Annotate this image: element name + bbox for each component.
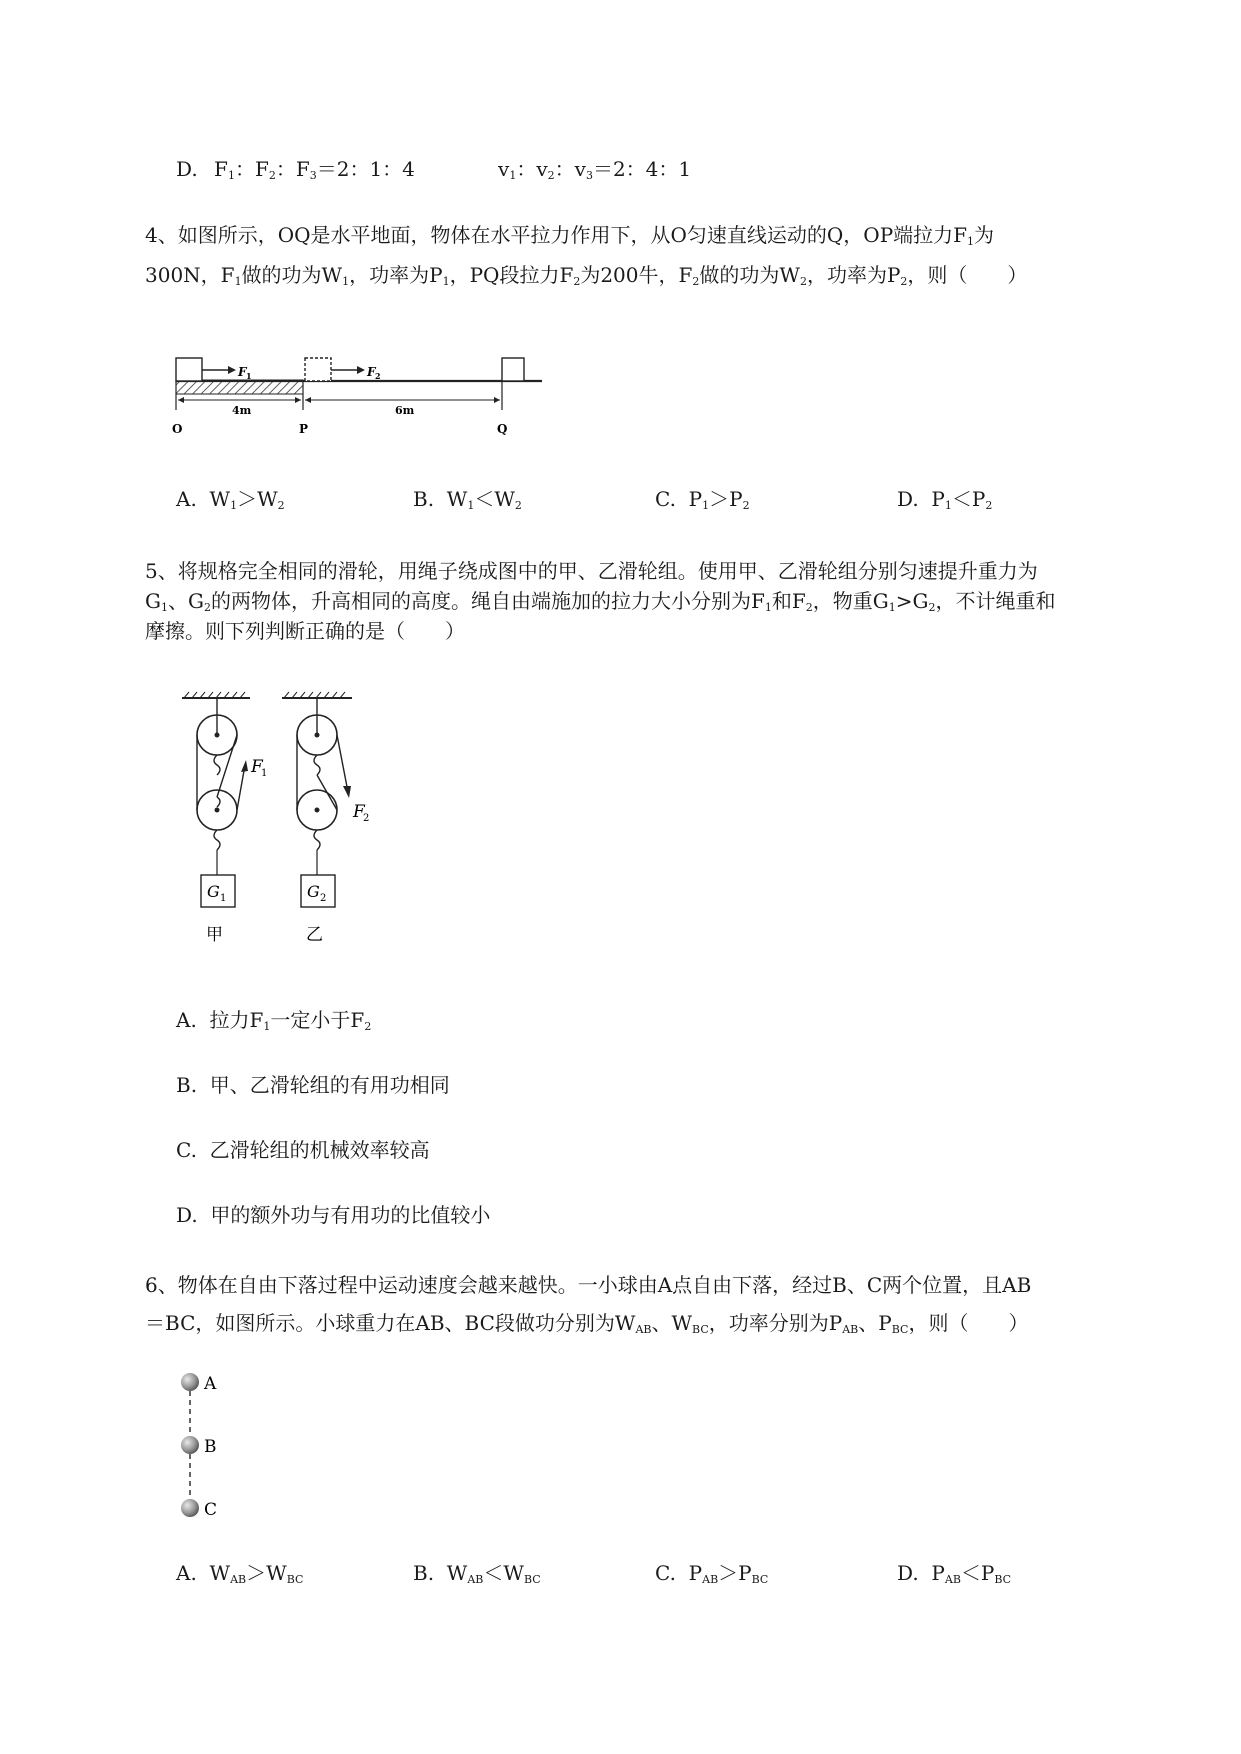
svg-text:1: 1 — [220, 893, 227, 904]
q5-figure — [170, 690, 390, 974]
q5-option-a[interactable]: A. 拉力$F_1$一定小于$F_2$ — [176, 1008, 372, 1033]
ball-b — [181, 1436, 199, 1454]
label-f1: F — [238, 365, 247, 379]
label-f1: F — [251, 757, 263, 777]
q3-option-d[interactable] — [176, 154, 415, 184]
ball-c — [181, 1499, 199, 1517]
label-yi: 乙 — [306, 925, 323, 945]
force-ratio: $F_1$：$F_2$：$F_3=2$：1：4 — [214, 157, 415, 182]
svg-text:2: 2 — [375, 371, 381, 381]
block-p — [305, 358, 331, 381]
label-c: C — [204, 1500, 218, 1520]
q6-option-d[interactable]: D. $P_{AB}<P_{BC}$ — [897, 1561, 1012, 1586]
q4-figure — [170, 348, 550, 462]
label-f2: F — [353, 802, 365, 822]
svg-text:2: 2 — [363, 813, 370, 824]
svg-text:2: 2 — [320, 893, 327, 904]
q4-option-c[interactable]: C. $P_1>P_2$ — [655, 487, 750, 512]
ball-a — [181, 1373, 199, 1391]
svg-text:1: 1 — [246, 371, 252, 381]
q4-option-b[interactable]: B. $W_1<W_2$ — [413, 487, 522, 512]
label-a: A — [204, 1374, 217, 1394]
q6-stem-line1: 6、物体在自由下落过程中运动速度会越来越快。一小球由A点自由下落，经过B、C两个位置，且AB — [145, 1273, 1032, 1297]
q5-option-c[interactable]: C. 乙滑轮组的机械效率较高 — [176, 1138, 430, 1162]
q5-stem-line1: 5、将规格完全相同的滑轮，用绳子绕成图中的甲、乙滑轮组。使用甲、乙滑轮组分别匀速提升重力为 — [145, 559, 1038, 583]
rough-section — [176, 380, 303, 394]
q4-option-d[interactable]: D. $P_1<P_2$ — [897, 487, 993, 512]
q3-option-d-speeds: $v_1$：$v_2$：$v_3=2$：4：1 — [498, 157, 692, 182]
svg-text:1: 1 — [261, 768, 268, 779]
arrow-f2-head — [343, 786, 351, 798]
q5-option-b[interactable]: B. 甲、乙滑轮组的有用功相同 — [176, 1073, 450, 1097]
q5-stem-line3: 摩擦。则下列判断正确的是（ ） — [145, 619, 465, 643]
label-o: O — [172, 422, 183, 436]
q4-option-a[interactable]: A. $W_1>W_2$ — [176, 487, 285, 512]
label-p: P — [299, 422, 309, 436]
q4-stem-line1: 4、如图所示，OQ是水平地面，物体在水平拉力作用下，从O匀速直线运动的Q，OP端拉力$F_1$为 — [145, 223, 995, 248]
label-jia: 甲 — [206, 925, 223, 945]
label-4m: 4m — [232, 404, 252, 417]
arrow-f1-head — [241, 760, 248, 772]
label-f2: F — [367, 365, 376, 379]
block-o — [176, 358, 202, 381]
label-6m: 6m — [395, 404, 415, 417]
q6-option-b[interactable]: B. $W_{AB}<W_{BC}$ — [413, 1561, 541, 1586]
q6-figure — [176, 1368, 236, 1532]
q5-option-d[interactable]: D. 甲的额外功与有用功的比值较小 — [176, 1203, 491, 1227]
q5-stem-line2: $G_1$、$G_2$的两物体，升高相同的高度。绳自由端施加的拉力大小分别为$F_1$和$F_2$，物重$G_1>G_2$，不计绳重和 — [145, 589, 1056, 614]
option-label: D. — [176, 157, 198, 181]
q6-option-a[interactable]: A. $W_{AB}>W_{BC}$ — [176, 1561, 304, 1586]
label-q: Q — [497, 422, 508, 436]
label-b: B — [204, 1437, 217, 1457]
block-q — [502, 358, 524, 381]
svg-text:G: G — [207, 882, 220, 901]
svg-text:G: G — [307, 882, 320, 901]
q6-option-c[interactable]: C. $P_{AB}>P_{BC}$ — [655, 1561, 769, 1586]
q6-stem-line2: ＝BC，如图所示。小球重力在AB、BC段做功分别为$W_{AB}$、$W_{BC}$，功率分别为$P_{AB}$、$P_{BC}$，则（ ） — [145, 1311, 1029, 1336]
q4-stem-line2: 300N，$F_1$做的功为$W_1$，功率为$P_1$，PQ段拉力$F_2$为200牛，$F_2$做的功为$W_2$，功率为$P_2$，则（ ） — [145, 263, 1028, 288]
